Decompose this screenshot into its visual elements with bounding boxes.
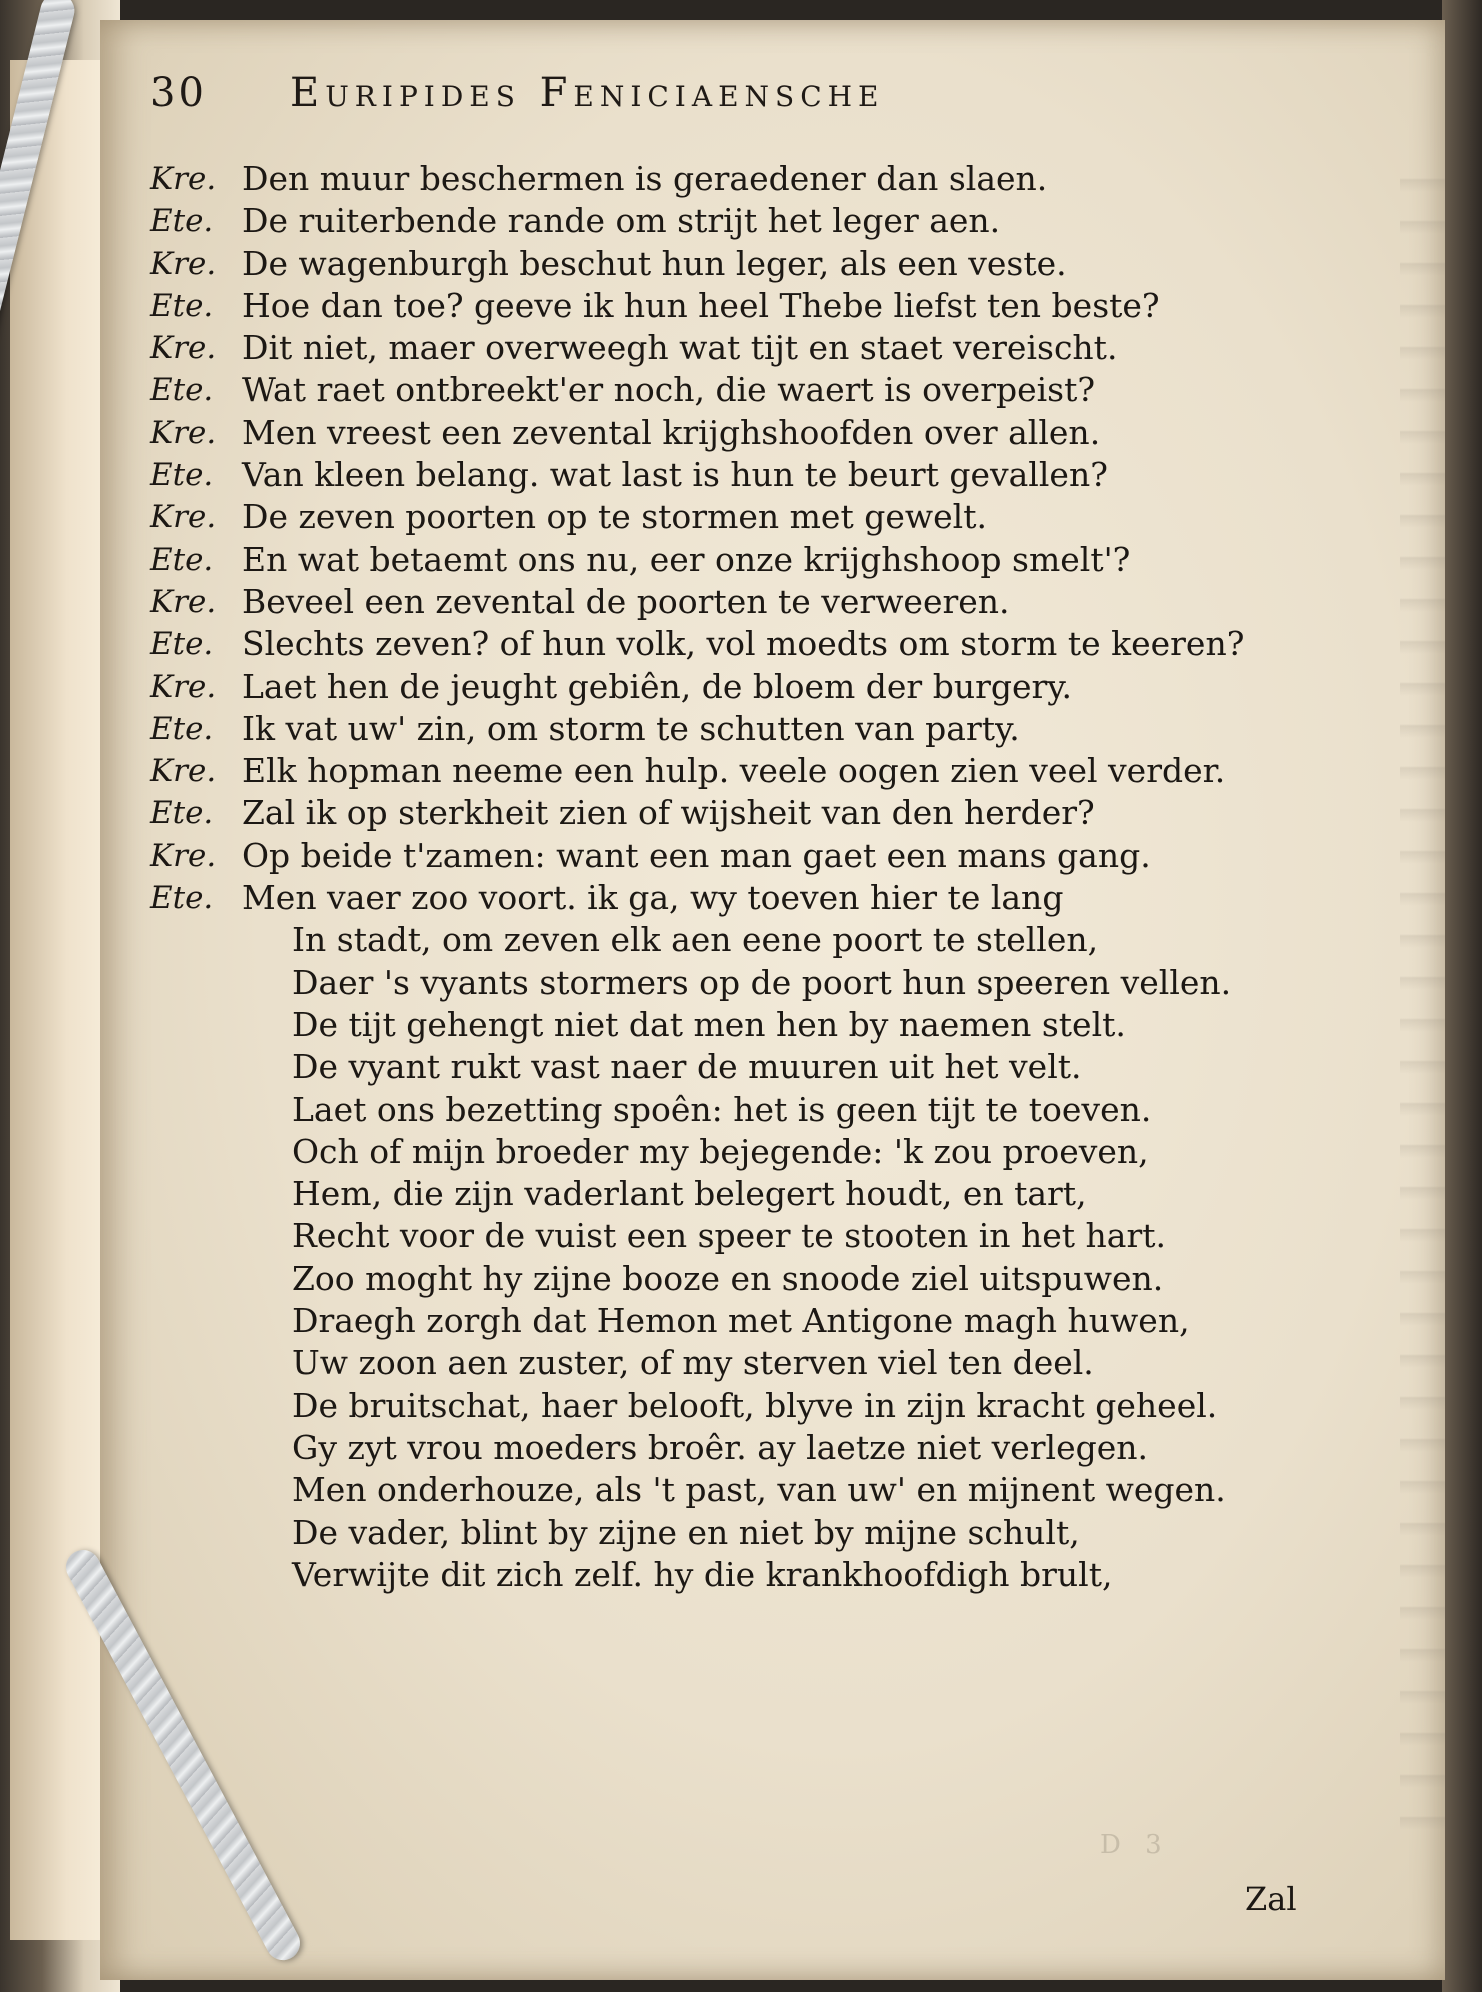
verse-text: Draegh zorgh dat Hemon met Antigone magh huwen, — [292, 1301, 1190, 1341]
verse-text: Uw zoon aen zuster, of my sterven viel ten deel. — [292, 1343, 1094, 1383]
right-book-edge — [1442, 0, 1482, 1992]
verse-text: De tijt gehengt niet dat men hen by naemen stelt. — [292, 1004, 1126, 1044]
verse-text: Men vreest een zevental krijghshoofden over allen. — [242, 412, 1101, 452]
verse-line — [150, 919, 1300, 961]
verse-line — [150, 369, 1300, 411]
verse-line — [150, 792, 1300, 834]
bleed-through-text — [1400, 150, 1445, 1850]
verse-text: De vader, blint by zijne en niet by mijne schult, — [292, 1512, 1080, 1552]
page-number: 30 — [150, 70, 207, 116]
verse-line — [150, 1046, 1300, 1088]
verse-text: Men vaer zoo voort. ik ga, wy toeven hier te lang — [242, 878, 1064, 918]
speaker-label: Ete. — [150, 710, 214, 747]
verse-line — [150, 1554, 1300, 1596]
verse-text: Laet ons bezetting spoên: het is geen tijt te toeven. — [292, 1089, 1152, 1129]
verse-text: Hoe dan toe? geeve ik hun heel Thebe liefst ten beste? — [242, 285, 1160, 325]
verse-line — [150, 1427, 1300, 1469]
verse-text: En wat betaemt ons nu, eer onze krijghshoop smelt'? — [242, 539, 1131, 579]
speaker-label: Ete. — [150, 457, 214, 494]
catchword: Zal — [1245, 1880, 1297, 1918]
verse-text: De bruitschat, haer belooft, blyve in zijn kracht geheel. — [292, 1385, 1218, 1425]
verse-text: Zal ik op sterkheit zien of wijsheit van den herder? — [242, 793, 1095, 833]
verse-line — [150, 1004, 1300, 1046]
verse-line — [150, 200, 1300, 242]
verse-text: Men onderhouze, als 't past, van uw' en mijnent wegen. — [292, 1470, 1226, 1510]
speaker-label: Ete. — [150, 541, 214, 578]
verse-line — [150, 1385, 1300, 1427]
verse-line — [150, 1258, 1300, 1300]
speaker-label: Ete. — [150, 372, 214, 409]
verse-text: Zoo moght hy zijne booze en snoode ziel uitspuwen. — [292, 1258, 1164, 1298]
verse-line — [150, 1089, 1300, 1131]
verse-line — [150, 1300, 1300, 1342]
verse-line — [150, 327, 1300, 369]
verse-text: Ik vat uw' zin, om storm te schutten van party. — [242, 708, 1020, 748]
verse-text: Beveel een zevental de poorten te verweeren. — [242, 581, 1010, 621]
verse-text: De wagenburgh beschut hun leger, als een veste. — [242, 243, 1067, 283]
verse-text: Recht voor de vuist een speer te stooten in het hart. — [292, 1216, 1167, 1256]
speaker-label: Kre. — [150, 753, 217, 790]
speaker-label: Ete. — [150, 880, 214, 917]
verse-text: Van kleen belang. wat last is hun te beurt gevallen? — [242, 455, 1108, 495]
running-head: Euripides Feniciaensche — [290, 70, 885, 116]
verse-line — [150, 1469, 1300, 1511]
verse-line — [150, 496, 1300, 538]
verse-text: Hem, die zijn vaderlant belegert houdt, en tart, — [292, 1174, 1087, 1214]
speaker-label: Kre. — [150, 245, 217, 282]
speaker-label: Kre. — [150, 668, 217, 705]
verse-text: Och of mijn broeder my bejegende: 'k zou proeven, — [292, 1131, 1149, 1171]
verse-line — [150, 1215, 1300, 1257]
speaker-label: Kre. — [150, 583, 217, 620]
verse-text: Op beide t'zamen: want een man gaet een mans gang. — [242, 835, 1151, 875]
speaker-label: Kre. — [150, 161, 217, 197]
verse-line — [150, 1173, 1300, 1215]
verse-text: Verwijte dit zich zelf. hy die krankhoofdigh brult, — [292, 1554, 1113, 1594]
speaker-label: Ete. — [150, 626, 214, 663]
verse-text: Gy zyt vrou moeders broêr. ay laetze niet verlegen. — [292, 1427, 1149, 1467]
verse-line — [150, 539, 1300, 581]
speaker-label: Kre. — [150, 499, 217, 536]
signature-mark: D 3 — [1100, 1830, 1170, 1860]
verse-line — [150, 877, 1300, 919]
verse-text: Den muur beschermen is geraedener dan slaen. — [242, 159, 1048, 198]
verse-text: De zeven poorten op te stormen met gewelt. — [242, 497, 987, 537]
verse-line — [150, 835, 1300, 877]
verse-line — [150, 666, 1300, 708]
verse-line — [150, 243, 1300, 285]
verse-line — [150, 412, 1300, 454]
speaker-label: Ete. — [150, 203, 214, 240]
verse-line — [150, 962, 1300, 1004]
verse-text: Wat raet ontbreekt'er noch, die waert is overpeist? — [242, 370, 1096, 410]
speaker-label: Ete. — [150, 287, 214, 324]
verse-text: In stadt, om zeven elk aen eene poort te stellen, — [292, 920, 1099, 960]
verse-text: De vyant rukt vast naer de muuren uit het velt. — [292, 1047, 1082, 1087]
verse-line — [150, 1131, 1300, 1173]
verse-line — [150, 581, 1300, 623]
verse-text: Slechts zeven? of hun volk, vol moedts om storm te keeren? — [242, 624, 1245, 664]
verse-line — [150, 750, 1300, 792]
verse-text: Daer 's vyants stormers op de poort hun speeren vellen. — [292, 962, 1232, 1002]
speaker-label: Ete. — [150, 795, 214, 832]
verse-line — [150, 158, 1300, 200]
speaker-label: Kre. — [150, 414, 217, 451]
verse-line — [150, 454, 1300, 496]
page-header — [150, 70, 1270, 130]
verse-text: Laet hen de jeught gebiên, de bloem der burgery. — [242, 666, 1073, 706]
verse-text: Elk hopman neeme een hulp. veele oogen zien veel verder. — [242, 751, 1226, 791]
verse-line — [150, 1342, 1300, 1384]
verse-line — [150, 708, 1300, 750]
verse-lines — [150, 158, 1300, 1596]
verse-line — [150, 623, 1300, 665]
left-page-edge — [10, 60, 107, 1940]
verse-line — [150, 1512, 1300, 1554]
verse-text: Dit niet, maer overweegh wat tijt en staet vereischt. — [242, 328, 1118, 368]
verse-text: De ruiterbende rande om strijt het leger aen. — [242, 201, 1001, 241]
verse-line — [150, 285, 1300, 327]
speaker-label: Kre. — [150, 330, 217, 367]
speaker-label: Kre. — [150, 837, 217, 874]
